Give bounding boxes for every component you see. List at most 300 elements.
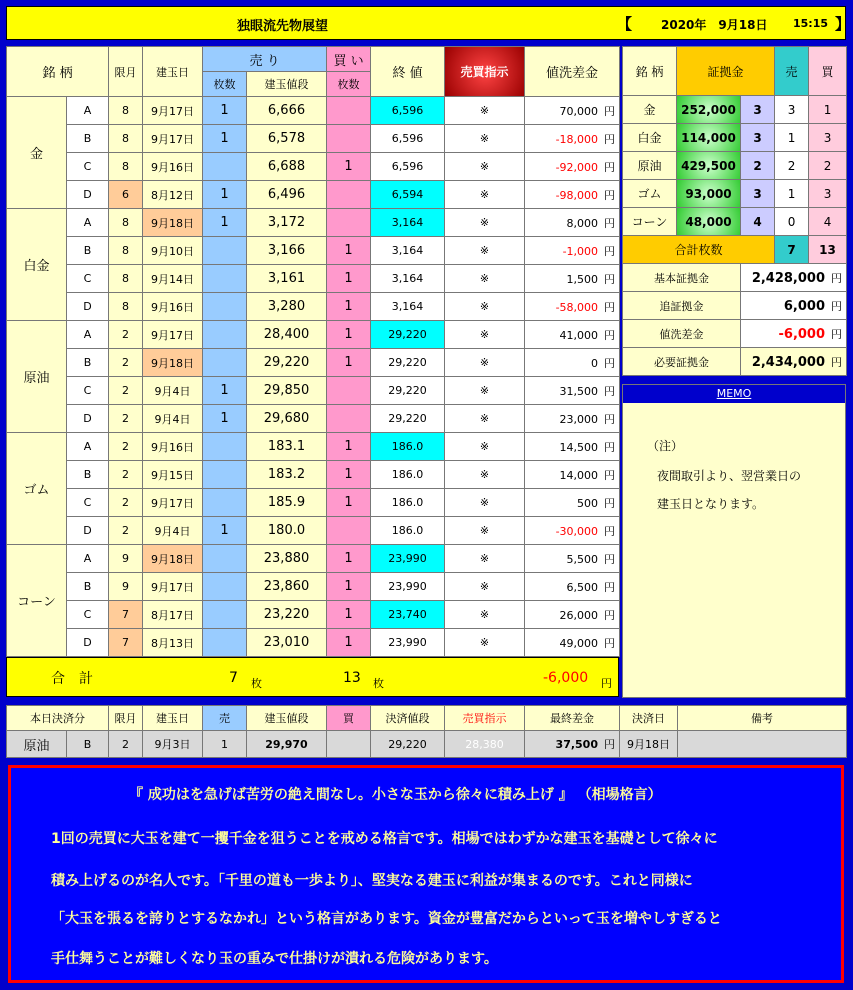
row-date: 8月12日	[143, 181, 203, 209]
row-code: D	[67, 405, 109, 433]
row-code: A	[67, 433, 109, 461]
row-sell	[203, 545, 247, 573]
row-month: 8	[109, 293, 143, 321]
row-diff	[525, 349, 620, 377]
row-code: B	[67, 573, 109, 601]
row-buy	[327, 125, 371, 153]
settle-header-kessai-nedan: 決済値段	[371, 706, 445, 731]
row-month: 2	[109, 433, 143, 461]
row-month: 2	[109, 405, 143, 433]
row-diff-value: -1,000	[562, 244, 599, 258]
row-close: 6,596	[371, 125, 445, 153]
row-diff	[525, 461, 620, 489]
table-row	[7, 405, 620, 433]
header-tategyoku-nedan: 建玉値段	[247, 72, 327, 97]
row-date: 9月4日	[143, 405, 203, 433]
total-buy: 13	[343, 670, 361, 686]
row-date: 9月4日	[143, 377, 203, 405]
row-diff	[525, 265, 620, 293]
row-diff-yen: 円	[604, 440, 616, 454]
row-sign: ※	[445, 265, 525, 293]
row-code: B	[67, 461, 109, 489]
row-price: 3,166	[247, 237, 327, 265]
row-price: 23,860	[247, 573, 327, 601]
row-close: 29,220	[371, 377, 445, 405]
side-name: 金	[623, 96, 677, 124]
side-buy: 3	[809, 180, 847, 208]
table-row	[623, 264, 847, 292]
row-buy: 1	[327, 573, 371, 601]
row-sign: ※	[445, 405, 525, 433]
row-month: 8	[109, 209, 143, 237]
row-diff-yen: 円	[604, 160, 616, 174]
row-price: 180.0	[247, 517, 327, 545]
side-margin: 114,000	[677, 124, 741, 152]
settle-shiji: 28,380	[445, 731, 525, 758]
table-row	[7, 489, 620, 517]
row-date: 9月17日	[143, 97, 203, 125]
side-buy: 1	[809, 96, 847, 124]
row-diff-yen: 円	[604, 468, 616, 482]
row-price: 6,666	[247, 97, 327, 125]
row-sell	[203, 153, 247, 181]
side-buy: 2	[809, 152, 847, 180]
row-month: 2	[109, 489, 143, 517]
summary-yen: 円	[831, 271, 843, 285]
row-close: 186.0	[371, 461, 445, 489]
settle-date: 9月3日	[143, 731, 203, 758]
side-count: 3	[741, 124, 775, 152]
header-kai: 買 い	[327, 47, 371, 72]
row-diff-value: 6,500	[566, 580, 599, 594]
table-row	[623, 208, 847, 236]
side-buy: 3	[809, 124, 847, 152]
row-buy	[327, 209, 371, 237]
row-buy	[327, 517, 371, 545]
row-buy: 1	[327, 237, 371, 265]
side-sell: 1	[775, 124, 809, 152]
table-row	[7, 601, 620, 629]
row-diff-value: -18,000	[555, 132, 599, 146]
row-buy: 1	[327, 293, 371, 321]
row-date: 9月16日	[143, 153, 203, 181]
row-date: 9月16日	[143, 433, 203, 461]
header-owarine: 終 値	[371, 47, 445, 97]
row-price: 28,400	[247, 321, 327, 349]
table-row	[7, 349, 620, 377]
commodity-name: 白金	[7, 209, 67, 321]
header-tategyokubi: 建玉日	[143, 47, 203, 97]
row-month: 9	[109, 573, 143, 601]
row-code: B	[67, 349, 109, 377]
row-month: 6	[109, 181, 143, 209]
row-diff	[525, 629, 620, 657]
row-diff-yen: 円	[604, 300, 616, 314]
row-sign: ※	[445, 517, 525, 545]
row-price: 6,688	[247, 153, 327, 181]
row-diff-yen: 円	[604, 552, 616, 566]
table-row	[7, 97, 620, 125]
settle-sell: 1	[203, 731, 247, 758]
margin-table	[622, 46, 847, 376]
row-diff-yen: 円	[604, 636, 616, 650]
settle-header-uri: 売	[203, 706, 247, 731]
side-count: 2	[741, 152, 775, 180]
row-diff	[525, 181, 620, 209]
side-total-sell: 7	[775, 236, 809, 264]
row-diff-value: 500	[577, 496, 599, 510]
settle-header-tategyokubi: 建玉日	[143, 706, 203, 731]
row-month: 8	[109, 125, 143, 153]
row-diff-value: -30,000	[555, 524, 599, 538]
row-sell	[203, 237, 247, 265]
row-buy: 1	[327, 265, 371, 293]
row-sign: ※	[445, 433, 525, 461]
row-date: 9月17日	[143, 489, 203, 517]
row-buy	[327, 181, 371, 209]
row-code: C	[67, 377, 109, 405]
row-close: 3,164	[371, 237, 445, 265]
row-sell	[203, 293, 247, 321]
commodity-name: 原油	[7, 321, 67, 433]
memo-box	[622, 384, 846, 698]
side-buy: 4	[809, 208, 847, 236]
table-row	[7, 545, 620, 573]
row-diff-yen: 円	[604, 104, 616, 118]
side-margin: 252,000	[677, 96, 741, 124]
row-date: 9月16日	[143, 293, 203, 321]
bracket-right: 】	[835, 15, 851, 33]
table-row	[7, 461, 620, 489]
row-diff	[525, 293, 620, 321]
commodity-name: ゴム	[7, 433, 67, 545]
total-sell: 7	[229, 670, 238, 686]
header-bar	[6, 6, 851, 40]
row-sign: ※	[445, 181, 525, 209]
row-diff-yen: 円	[604, 272, 616, 286]
row-code: D	[67, 517, 109, 545]
row-diff	[525, 209, 620, 237]
table-row	[623, 124, 847, 152]
row-diff-yen: 円	[604, 188, 616, 202]
row-date: 9月17日	[143, 125, 203, 153]
settle-header-kai: 買	[327, 706, 371, 731]
proverb-line-3: 積み上げるのが名人です。「千里の道も一歩より」、堅実なる建玉に利益が集まるのです。これと同様に	[51, 873, 693, 889]
side-name: 白金	[623, 124, 677, 152]
row-diff	[525, 517, 620, 545]
row-date: 9月18日	[143, 209, 203, 237]
row-code: C	[67, 265, 109, 293]
table-row	[7, 629, 620, 657]
row-month: 8	[109, 237, 143, 265]
table-row	[7, 153, 620, 181]
total-sell-unit: 枚	[251, 677, 262, 690]
settle-code: B	[67, 731, 109, 758]
positions-body	[7, 97, 620, 657]
row-price: 183.1	[247, 433, 327, 461]
commodity-name: コーン	[7, 545, 67, 657]
table-row	[623, 152, 847, 180]
row-diff-value: -58,000	[555, 300, 599, 314]
settle-settle-date: 9月18日	[620, 731, 678, 758]
row-buy: 1	[327, 601, 371, 629]
row-sign: ※	[445, 489, 525, 517]
row-diff-yen: 円	[604, 244, 616, 258]
row-close: 29,220	[371, 321, 445, 349]
header-uri: 売 り	[203, 47, 327, 72]
row-buy: 1	[327, 461, 371, 489]
side-sell: 0	[775, 208, 809, 236]
row-month: 2	[109, 461, 143, 489]
row-diff-value: 14,000	[559, 468, 599, 482]
header-neaarai-sakin: 値洗差金	[525, 47, 620, 97]
bracket-left: 【	[617, 15, 633, 33]
row-buy: 1	[327, 433, 371, 461]
side-margin: 48,000	[677, 208, 741, 236]
memo-line-3: 建玉日となります。	[657, 497, 765, 511]
table-row	[623, 96, 847, 124]
row-diff-value: 8,000	[566, 216, 599, 230]
settlement-table	[6, 705, 847, 758]
row-sell	[203, 629, 247, 657]
header-maisu-buy: 枚数	[327, 72, 371, 97]
side-total-buy: 13	[809, 236, 847, 264]
settle-header-kessaibi: 決済日	[620, 706, 678, 731]
row-price: 3,280	[247, 293, 327, 321]
summary-value	[741, 348, 847, 376]
row-diff-value: 1,500	[566, 272, 599, 286]
settle-price: 29,970	[247, 731, 327, 758]
row-close: 6,596	[371, 97, 445, 125]
row-close: 29,220	[371, 349, 445, 377]
row-code: D	[67, 629, 109, 657]
settle-final-yen: 円	[604, 738, 615, 751]
row-date: 9月17日	[143, 573, 203, 601]
row-sell: 1	[203, 125, 247, 153]
row-diff-yen: 円	[604, 524, 616, 538]
summary-yen: 円	[831, 327, 843, 341]
table-row	[7, 517, 620, 545]
row-code: B	[67, 125, 109, 153]
row-sign: ※	[445, 601, 525, 629]
row-diff-yen: 円	[604, 608, 616, 622]
settle-settle-price: 29,220	[371, 731, 445, 758]
table-row	[7, 125, 620, 153]
table-row	[7, 237, 620, 265]
row-sign: ※	[445, 545, 525, 573]
row-price: 3,172	[247, 209, 327, 237]
row-diff	[525, 377, 620, 405]
row-buy: 1	[327, 545, 371, 573]
summary-label: 必要証拠金	[623, 348, 741, 376]
row-sign: ※	[445, 153, 525, 181]
table-row	[7, 293, 620, 321]
side-header-kai: 買	[809, 47, 847, 96]
row-sell	[203, 349, 247, 377]
row-close: 29,220	[371, 405, 445, 433]
row-sell	[203, 321, 247, 349]
positions-table	[6, 46, 620, 657]
row-diff	[525, 489, 620, 517]
row-diff-value: 14,500	[559, 440, 599, 454]
row-month: 8	[109, 153, 143, 181]
summary-value	[741, 320, 847, 348]
total-bar	[6, 657, 619, 697]
side-sell: 3	[775, 96, 809, 124]
side-name: ゴム	[623, 180, 677, 208]
row-sign: ※	[445, 629, 525, 657]
row-diff-value: 31,500	[559, 384, 599, 398]
summary-label: 基本証拠金	[623, 264, 741, 292]
table-row	[7, 265, 620, 293]
row-sign: ※	[445, 237, 525, 265]
row-month: 2	[109, 517, 143, 545]
row-price: 29,680	[247, 405, 327, 433]
row-price: 29,220	[247, 349, 327, 377]
margin-summary	[623, 264, 847, 376]
settle-month: 2	[109, 731, 143, 758]
table-row	[623, 348, 847, 376]
row-sell: 1	[203, 97, 247, 125]
settle-note	[678, 731, 847, 758]
row-diff-yen: 円	[604, 496, 616, 510]
row-price: 3,161	[247, 265, 327, 293]
row-close: 23,990	[371, 573, 445, 601]
proverb-line-2: 1回の売買に大玉を建て一攫千金を狙うことを戒める格言です。相場ではわずかな建玉を基礎として徐々に	[51, 831, 718, 847]
row-sign: ※	[445, 321, 525, 349]
row-date: 9月15日	[143, 461, 203, 489]
row-close: 23,990	[371, 545, 445, 573]
proverb-line-1: 『 成功はを急げば苦労の絶え間なし。小さな玉から徐々に積み上げ 』 （相場格言）	[129, 787, 662, 803]
proverb-line-5: 手仕舞うことが難しくなり玉の重みで仕掛けが潰れる危険があります。	[51, 951, 498, 967]
header-maisu-sell: 枚数	[203, 72, 247, 97]
row-month: 8	[109, 97, 143, 125]
summary-value-text: 2,434,000	[751, 354, 826, 370]
side-margin: 93,000	[677, 180, 741, 208]
settle-final-value: 37,500	[555, 738, 598, 751]
memo-title[interactable]: MEMO	[623, 385, 845, 403]
total-yen: 円	[601, 677, 612, 690]
row-close: 23,990	[371, 629, 445, 657]
side-name: 原油	[623, 152, 677, 180]
row-code: B	[67, 237, 109, 265]
page-title: 独眼流先物展望	[237, 19, 329, 34]
row-sign: ※	[445, 573, 525, 601]
row-close: 186.0	[371, 489, 445, 517]
row-code: A	[67, 545, 109, 573]
row-code: C	[67, 489, 109, 517]
row-month: 8	[109, 265, 143, 293]
row-code: A	[67, 97, 109, 125]
table-row	[7, 573, 620, 601]
summary-value	[741, 264, 847, 292]
memo-line-1: （注）	[647, 439, 684, 453]
row-price: 23,880	[247, 545, 327, 573]
row-code: D	[67, 181, 109, 209]
row-month: 9	[109, 545, 143, 573]
row-sign: ※	[445, 97, 525, 125]
row-code: A	[67, 209, 109, 237]
row-diff-yen: 円	[604, 580, 616, 594]
settle-header-nedan: 建玉値段	[247, 706, 327, 731]
settle-buy	[327, 731, 371, 758]
settle-name: 原油	[7, 731, 67, 758]
row-sell: 1	[203, 181, 247, 209]
row-buy: 1	[327, 489, 371, 517]
row-month: 2	[109, 349, 143, 377]
side-sell: 2	[775, 152, 809, 180]
row-diff	[525, 321, 620, 349]
row-sell	[203, 573, 247, 601]
summary-label: 追証拠金	[623, 292, 741, 320]
proverb-box	[8, 765, 844, 983]
row-diff-value: 49,000	[559, 636, 599, 650]
row-code: C	[67, 601, 109, 629]
row-diff-value: -98,000	[555, 188, 599, 202]
total-buy-unit: 枚	[373, 677, 384, 690]
row-diff	[525, 97, 620, 125]
row-date: 8月13日	[143, 629, 203, 657]
summary-value-text: -6,000	[778, 326, 826, 342]
header-time: 15:15	[793, 17, 829, 30]
table-row	[7, 321, 620, 349]
row-month: 7	[109, 601, 143, 629]
row-buy: 1	[327, 629, 371, 657]
row-diff	[525, 125, 620, 153]
row-diff-value: 23,000	[559, 412, 599, 426]
row-price: 183.2	[247, 461, 327, 489]
row-date: 9月10日	[143, 237, 203, 265]
row-date: 9月18日	[143, 545, 203, 573]
settle-header-saishu: 最終差金	[525, 706, 620, 731]
row-diff	[525, 545, 620, 573]
total-diff: -6,000	[543, 670, 589, 686]
table-row	[623, 292, 847, 320]
row-sell	[203, 601, 247, 629]
row-diff-yen: 円	[604, 384, 616, 398]
memo-line-2: 夜間取引より、翌営業日の	[657, 469, 802, 483]
row-diff	[525, 153, 620, 181]
summary-yen: 円	[831, 355, 843, 369]
row-sell	[203, 461, 247, 489]
table-row	[623, 180, 847, 208]
row-price: 6,496	[247, 181, 327, 209]
row-month: 2	[109, 321, 143, 349]
header-date: 2020年 9月18日	[661, 18, 768, 32]
settle-final	[525, 731, 620, 758]
row-close: 186.0	[371, 433, 445, 461]
row-diff-yen: 円	[604, 216, 616, 230]
row-sell: 1	[203, 377, 247, 405]
table-row	[7, 209, 620, 237]
side-header-uri: 売	[775, 47, 809, 96]
row-diff-value: 0	[591, 356, 599, 370]
settle-header-gengetsu: 限月	[109, 706, 143, 731]
settle-header-shiji: 売買指示	[445, 706, 525, 731]
row-buy	[327, 97, 371, 125]
row-price: 23,010	[247, 629, 327, 657]
row-price: 23,220	[247, 601, 327, 629]
header-meigara: 銘 柄	[7, 47, 109, 97]
row-sell	[203, 489, 247, 517]
side-total-label: 合計枚数	[623, 236, 775, 264]
side-name: コーン	[623, 208, 677, 236]
commodity-name: 金	[7, 97, 67, 209]
row-sell: 1	[203, 517, 247, 545]
margin-body	[623, 96, 847, 236]
row-diff-yen: 円	[604, 328, 616, 342]
row-close: 6,596	[371, 153, 445, 181]
